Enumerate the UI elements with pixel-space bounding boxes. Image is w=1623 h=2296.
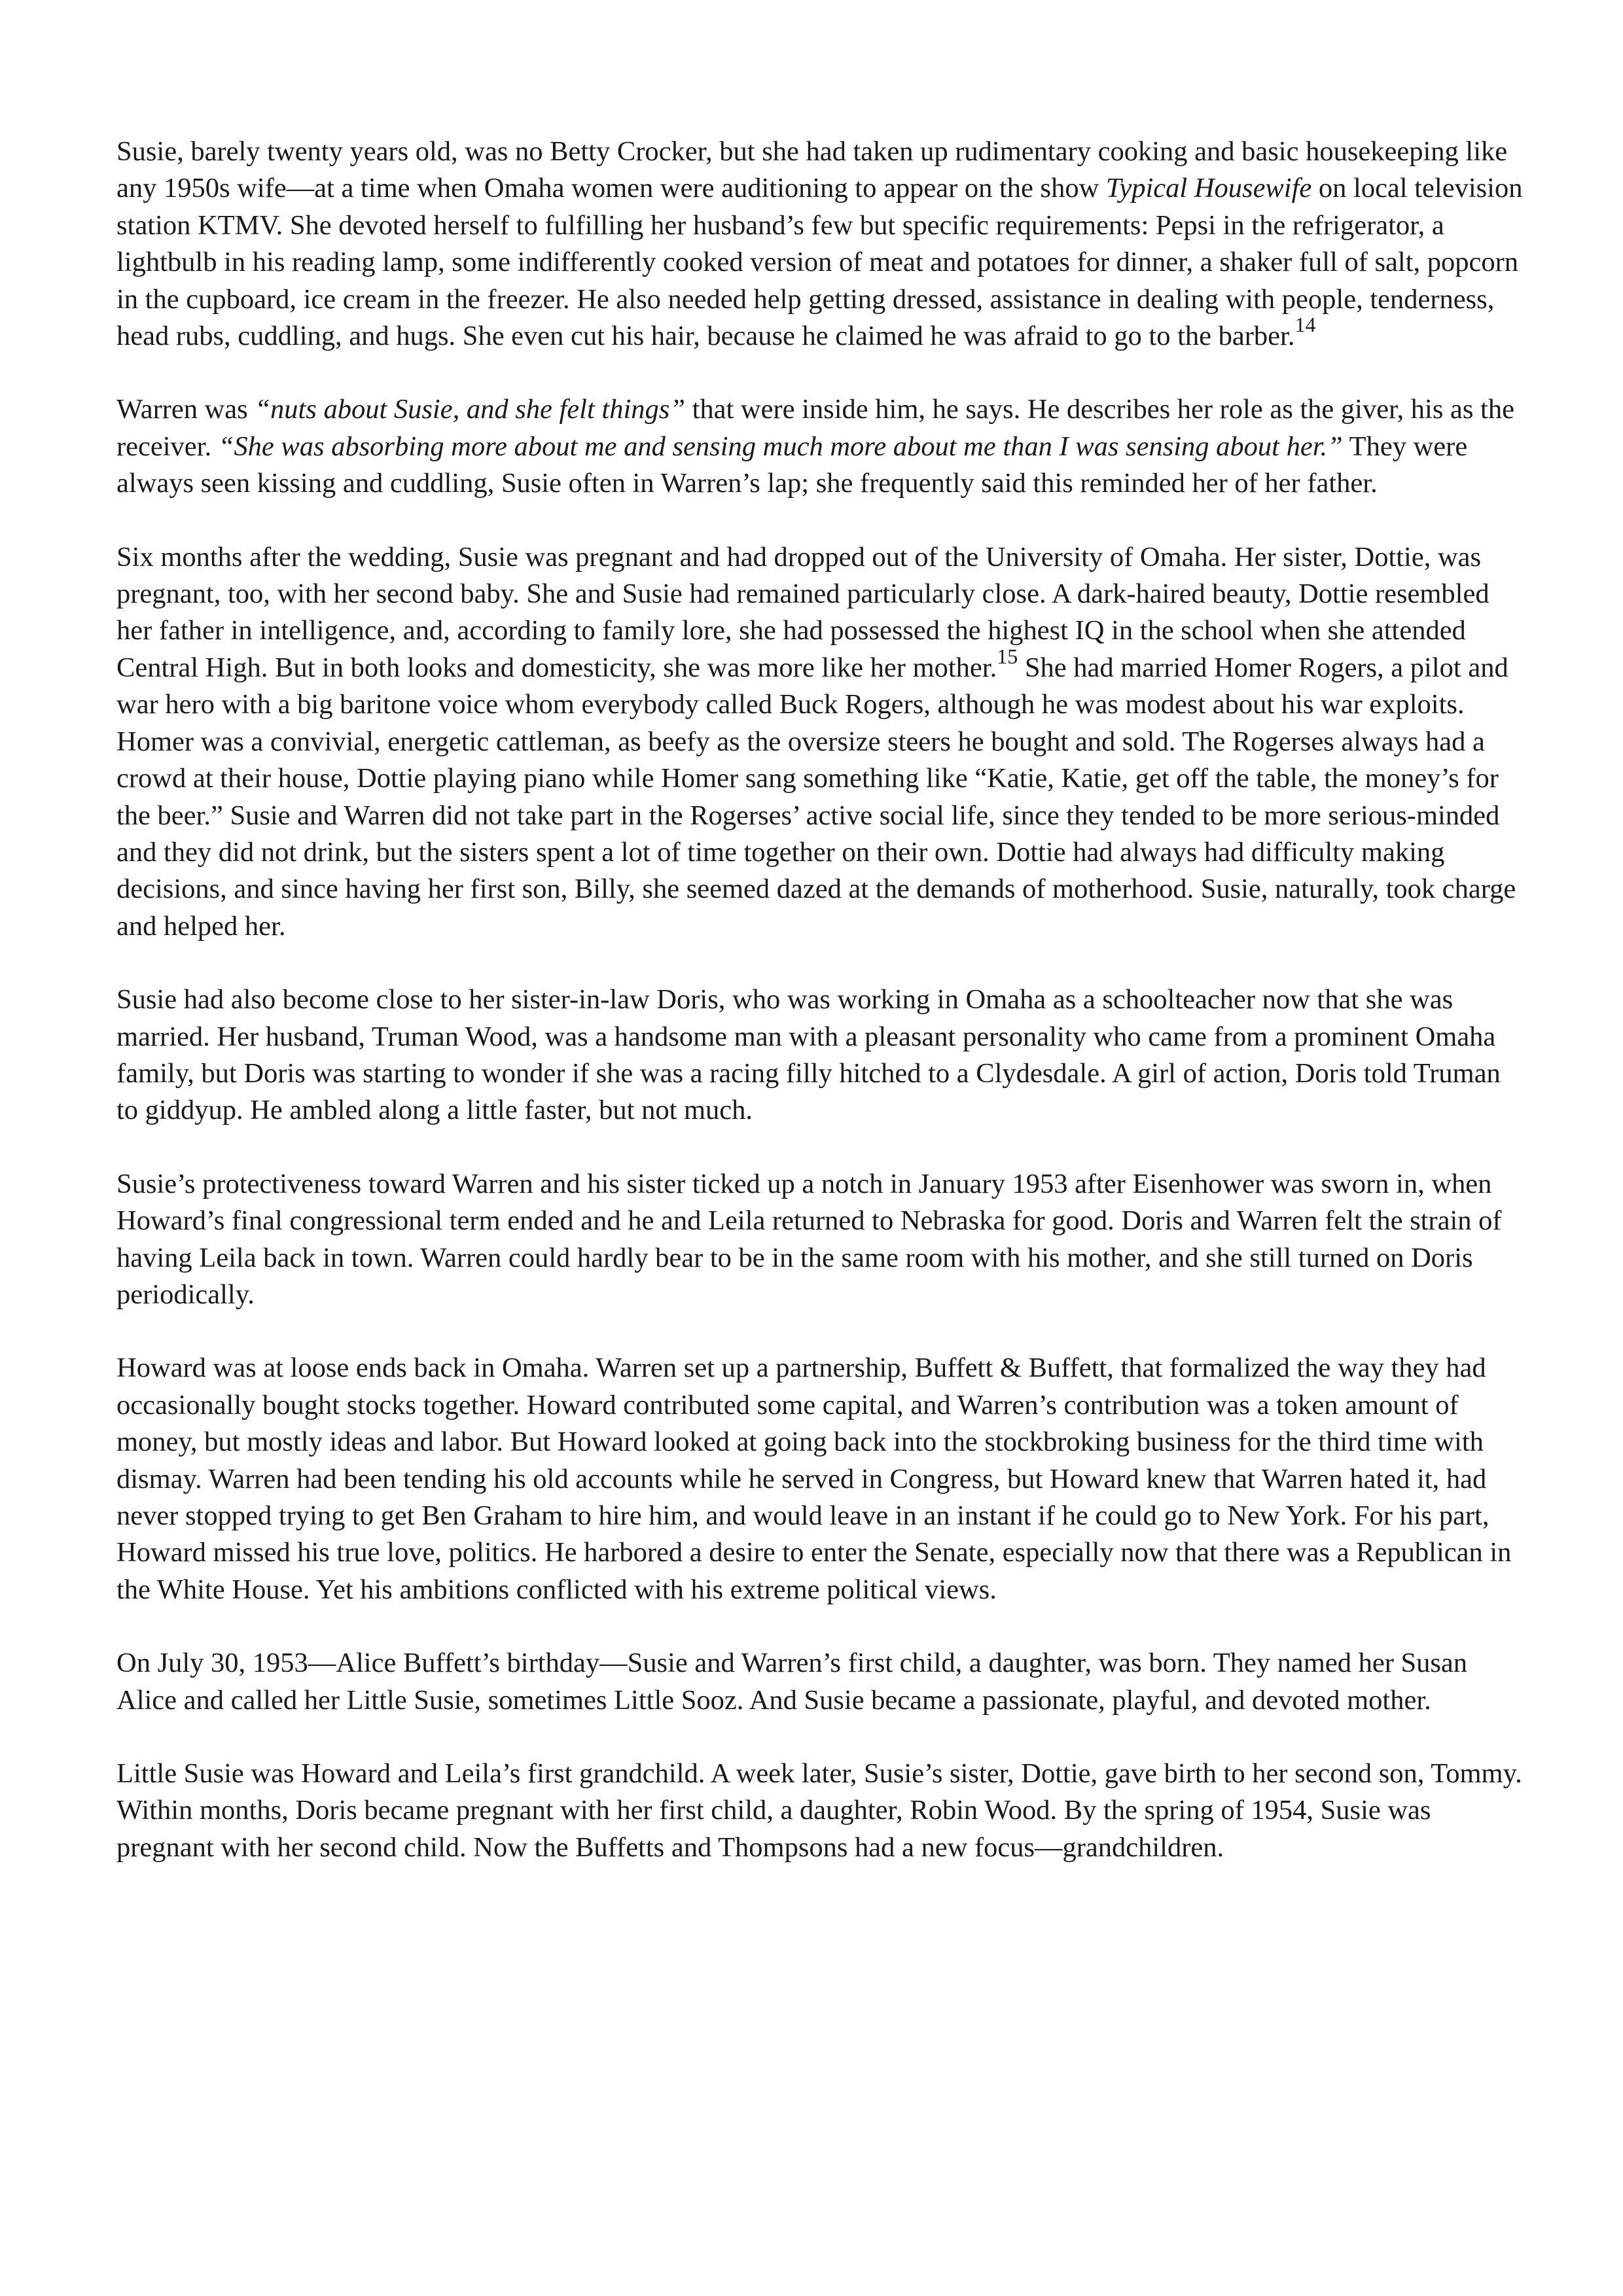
text-segment: on local television station KTMV. She devoted herself to fulfilling her husband’s few but specific requirements: Pepsi in the refrigerator, a lightbulb in his reading lamp, some indifferently cooked version of meat and potatoes for dinner, a shaker full of salt, popcorn in the cupboard, ice cream in the freezer. He also needed help getting dressed, assistance in dealing with people, tenderness, head rubs, cuddling, and hugs. She even cut his hair, because he claimed he was afraid to go to the barber. — [116, 173, 1523, 352]
text-segment: She had married Homer Rogers, a pilot and war hero with a big baritone voice whom everybody called Buck Rogers, although he was modest about his war exploits. Homer was a convivial, energetic cattleman, as beefy as the oversize steers he bought and sold. The Rogerses always had a crowd at their house, Dottie playing piano while Homer sang something like “Katie, Katie, get off the table, the money’s for the beer.” Susie and Warren did not take part in the Rogerses’ active social life, since they tended to be more serious-minded and they did not drink, but the sisters spent a lot of time together on their own. Dottie had always had difficulty making decisions, and since having her first son, Billy, she seemed dazed at the demands of motherhood. Susie, naturally, took charge and helped her. — [116, 652, 1516, 942]
footnote-marker-15[interactable]: 15 — [997, 645, 1018, 669]
text-segment: Little Susie was Howard and Leila’s first grandchild. A week later, Susie’s sister, Dottie, gave birth to her second son, Tommy. Within months, Doris became pregnant with her first child, a daughter, Robin Wood. By the spring of 1954, Susie was pregnant with her second child. Now the Buffetts and Thompsons had a new focus—grandchildren. — [116, 1758, 1522, 1863]
paragraph-3 — [116, 539, 1524, 945]
paragraph-5 — [116, 1166, 1524, 1314]
paragraph-1 — [116, 133, 1524, 355]
quote-italic: “She was absorbing more about me and sensing much more about me than I was sensing about her.” — [218, 431, 1343, 462]
paragraph-4 — [116, 981, 1524, 1129]
text-segment: that were inside him, he says. He describes her role as the giver, his as the receiver. — [116, 394, 1514, 462]
paragraph-7 — [116, 1645, 1524, 1719]
text-segment: Six months after the wedding, Susie was pregnant and had dropped out of the University of Omaha. Her sister, Dottie, was pregnant, too, with her second baby. She and Susie had remained particularly close. A dark-haired beauty, Dottie resembled her father in intelligence, and, according to family lore, she had possessed the highest IQ in the school when she attended Central High. But in both looks and domesticity, she was more like her mother. — [116, 541, 1489, 683]
text-segment: Susie’s protectiveness toward Warren and his sister ticked up a notch in January 1953 after Eisenhower was sworn in, when Howard’s final congressional term ended and he and Leila returned to Nebraska for good. Doris and Warren felt the strain of having Leila back in town. Warren could hardly bear to be in the same room with his mother, and she still turned on Doris periodically. — [116, 1168, 1502, 1310]
text-segment: Howard was at loose ends back in Omaha. Warren set up a partnership, Buffett & Buffett, that formalized the way they had occasionally bought stocks together. Howard contributed some capital, and Warren’s contribution was a token amount of money, but mostly ideas and labor. But Howard looked at going back into the stockbroking business for the third time with dismay. Warren had been tending his old accounts while he served in Congress, but Howard knew that Warren hated it, had never stopped trying to get Ben Graham to hire him, and would leave in an instant if he could go to New York. For his part, Howard missed his true love, politics. He harbored a desire to enter the Senate, especially now that there was a Republican in the White House. Yet his ambitions conflicted with his extreme political views. — [116, 1352, 1512, 1605]
paragraph-8 — [116, 1756, 1524, 1866]
paragraph-6 — [116, 1350, 1524, 1608]
quote-italic: “nuts about Susie, and she felt things” — [255, 394, 685, 425]
text-segment: Susie, barely twenty years old, was no Betty Crocker, but she had taken up rudimentary cooking and basic housekeeping like any 1950s wife—at a time when Omaha women were auditioning to appear on the show — [116, 136, 1508, 204]
text-segment: They were always seen kissing and cuddling, Susie often in Warren’s lap; she frequently said this reminded her of her father. — [116, 431, 1468, 499]
text-segment: Warren was — [116, 394, 255, 425]
paragraph-2 — [116, 391, 1524, 502]
show-title-italic: Typical Housewife — [1105, 173, 1312, 204]
text-segment: On July 30, 1953—Alice Buffett’s birthday—Susie and Warren’s first child, a daughter, was born. They named her Susan Alice and called her Little Susie, sometimes Little Sooz. And Susie became a passionate, playful, and devoted mother. — [116, 1648, 1468, 1716]
footnote-marker-14[interactable]: 14 — [1294, 313, 1316, 337]
text-segment: Susie had also become close to her sister-in-law Doris, who was working in Omaha as a schoolteacher now that she was married. Her husband, Truman Wood, was a handsome man with a pleasant personality who came from a prominent Omaha family, but Doris was starting to wonder if she was a racing filly hitched to a Clydesdale. A girl of action, Doris told Truman to giddyup. He ambled along a little faster, but not much. — [116, 984, 1501, 1126]
document-page — [116, 133, 1524, 1866]
